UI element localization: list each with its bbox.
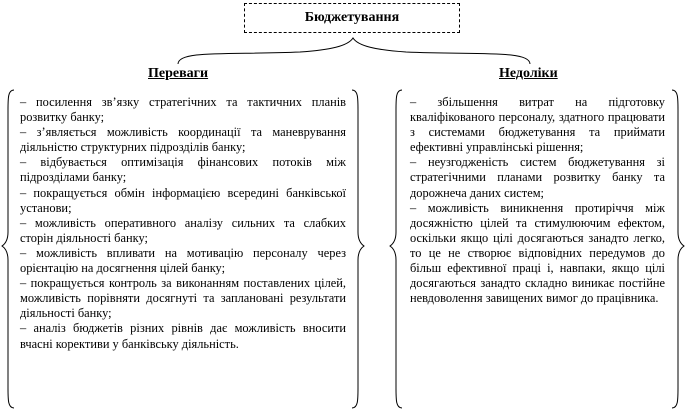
advantage-item: – покращується обмін інформацією всередині банківської установи; xyxy=(20,185,346,215)
advantage-item: – можливість впливати на мотивацію персоналу через орієнтацію на досягнення цілей банку; xyxy=(20,245,346,276)
left-col-left-brace xyxy=(2,90,14,408)
advantages-list xyxy=(20,95,346,352)
disadvantage-item: – неузгодженість систем бюджетування зі стратегічними планами розвитку банку та дорожнеча даних систем; xyxy=(410,155,665,200)
disadvantages-heading: Недоліки xyxy=(499,66,558,81)
advantage-item: – можливість оперативного аналізу сильних та слабких сторін діяльності банку; xyxy=(20,215,346,245)
disadvantage-item: – збільшення витрат на підготовку кваліфікованого персоналу, здатного працювати з системами бюджетування та приймати ефективні управлінські рішення; xyxy=(410,95,665,155)
right-col-right-brace xyxy=(672,90,684,408)
advantage-item: – відбувається оптимізація фінансових потоків між підрозділами банку; xyxy=(20,155,346,185)
advantage-item: – покращується контроль за виконанням поставлених цілей, можливість порівняти досягнуті та заплановані результати діяльності банку; xyxy=(20,276,346,321)
advantages-heading: Переваги xyxy=(148,66,209,81)
top-brace xyxy=(178,38,530,64)
disadvantage-item: – можливість виникнення протиріччя між досяжністю цілей та стимулюючим ефектом, оскільки якщо цілі досягаються занадто легко, то це не створює відповідних передумов до більш ефективної праці і, навпаки, якщо цілі досягаються занадто складно виникає постійне невдоволення завищених вимог до працівника. xyxy=(410,200,665,306)
disadvantages-list xyxy=(410,95,665,306)
advantage-item: – аналіз бюджетів різних рівнів дає можливість вносити вчасні корективи у банківську діяльність. xyxy=(20,321,346,351)
diagram-title: Бюджетування xyxy=(304,10,400,25)
advantage-item: – з’являється можливість координації та маневрування діяльністю структурних підрозділів банку; xyxy=(20,125,346,155)
advantage-item: – посилення зв’язку стратегічних та тактичних планів розвитку банку; xyxy=(20,95,346,125)
diagram-title-box xyxy=(244,3,460,33)
left-col-right-brace xyxy=(352,90,364,408)
right-col-left-brace xyxy=(390,90,402,408)
